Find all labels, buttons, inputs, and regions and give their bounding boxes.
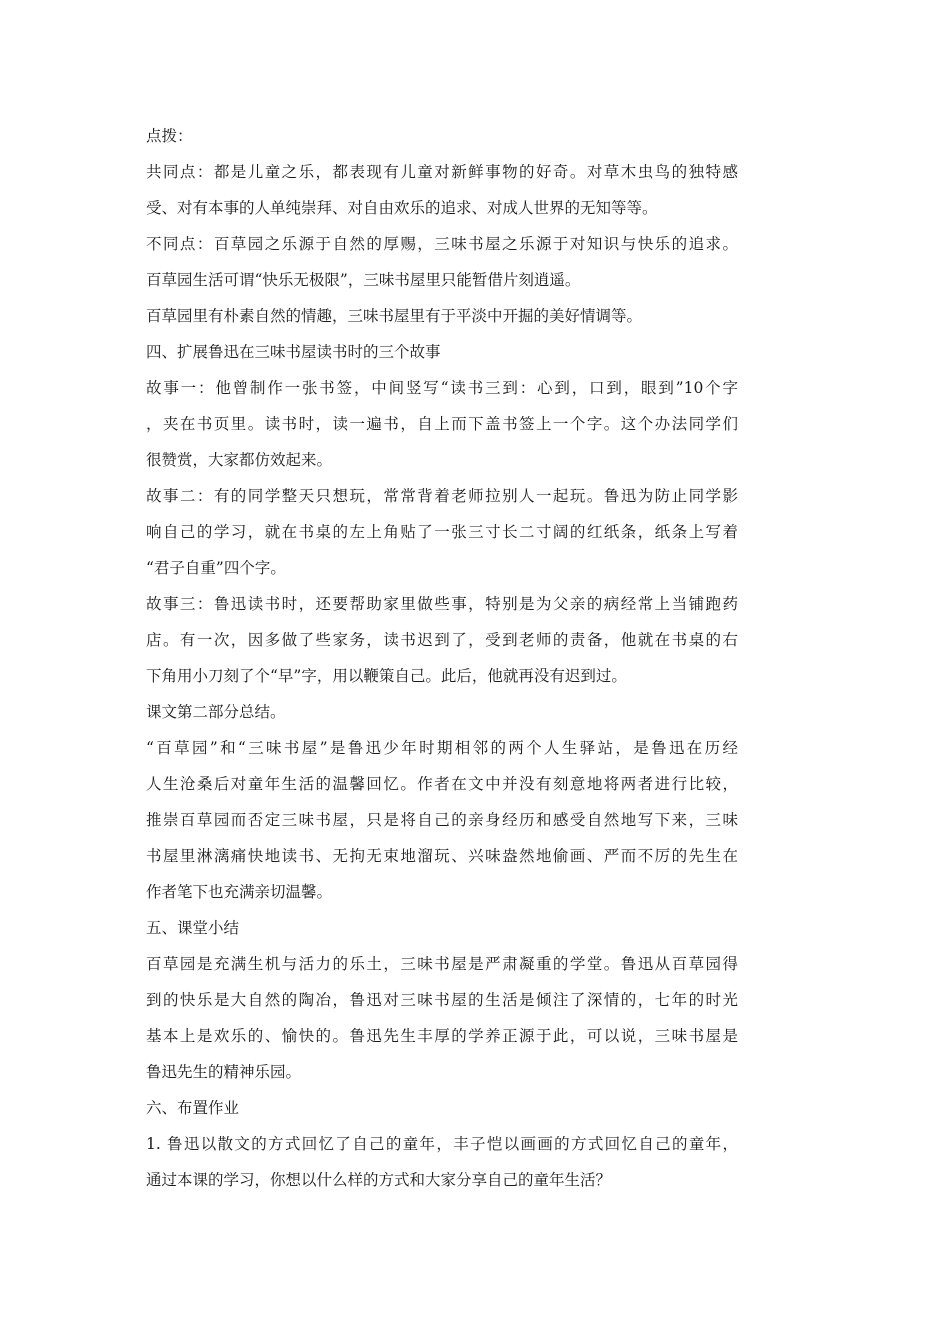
section-heading: 四、扩展鲁迅在三味书屋读书时的三个故事 [146,343,441,361]
document-page [146,118,738,1198]
text-line: 书屋里淋漓痛快地读书、无拘无束地溜玩、兴味盎然地偷画、严而不厉的先生在 [146,847,738,865]
text-line: 鲁迅先生的精神乐园。 [146,1063,302,1081]
text-line: 百草园生活可谓“快乐无极限”，三味书屋里只能暂借片刻逍遥。 [146,271,581,289]
text-line: 共同点：都是儿童之乐，都表现有儿童对新鲜事物的好奇。对草木虫鸟的独特感 [146,163,738,181]
text-line: 下角用小刀刻了个“早”字，用以鞭策自己。此后，他就再没有迟到过。 [146,667,627,685]
text-line: 响自己的学习，就在书桌的左上角贴了一张三寸长二寸阔的红纸条，纸条上写着 [146,523,738,541]
section-heading: 六、布置作业 [146,1099,240,1117]
text-line: 百草园是充满生机与活力的乐土，三味书屋是严肃凝重的学堂。鲁迅从百草园得 [146,955,738,973]
text-line: 人生沧桑后对童年生活的温馨回忆。作者在文中并没有刻意地将两者进行比较， [146,775,738,793]
text-line: “百草园”和“三味书屋”是鲁迅少年时期相邻的两个人生驿站，是鲁迅在历经 [146,739,738,757]
text-line: 很赞赏，大家都仿效起来。 [146,451,333,469]
section-heading: 课文第二部分总结。 [146,703,286,721]
text-line: 作者笔下也充满亲切温馨。 [146,883,333,901]
text-line: 到的快乐是大自然的陶冶，鲁迅对三味书屋的生活是倾注了深情的，七年的时光 [146,991,738,1009]
text-line: 推崇百草园而否定三味书屋，只是将自己的亲身经历和感受自然地写下来，三味 [146,811,738,829]
text-line: 百草园里有朴素自然的情趣，三味书屋里有于平淡中开掘的美好情调等。 [146,307,643,325]
text-line: 受、对有本事的人单纯崇拜、对自由欢乐的追求、对成人世界的无知等等。 [146,199,658,217]
text-line: “君子自重”四个字。 [146,559,286,577]
text-line: 不同点：百草园之乐源于自然的厚赐，三味书屋之乐源于对知识与快乐的追求。 [146,235,738,253]
text-line: 故事三：鲁迅读书时，还要帮助家里做些事，特别是为父亲的病经常上当铺跑药 [146,595,738,613]
text-line: 基本上是欢乐的、愉快的。鲁迅先生丰厚的学养正源于此，可以说，三味书屋是 [146,1027,738,1045]
text-line: ，夹在书页里。读书时，读一遍书，自上而下盖书签上一个字。这个办法同学们 [146,415,738,433]
text-line: 1. 鲁迅以散文的方式回忆了自己的童年，丰子恺以画画的方式回忆自己的童年， [146,1135,738,1153]
text-line: 店。有一次，因多做了些家务，读书迟到了，受到老师的责备，他就在书桌的右 [146,631,738,649]
text-line: 故事一：他曾制作一张书签，中间竖写“读书三到：心到，口到，眼到”10个字 [146,379,738,397]
text-line: 点拨： [146,127,193,145]
text-line: 故事二：有的同学整天只想玩，常常背着老师拉别人一起玩。鲁迅为防止同学影 [146,487,738,505]
text-line: 通过本课的学习，你想以什么样的方式和大家分享自己的童年生活？ [146,1171,612,1189]
section-heading: 五、课堂小结 [146,919,240,937]
